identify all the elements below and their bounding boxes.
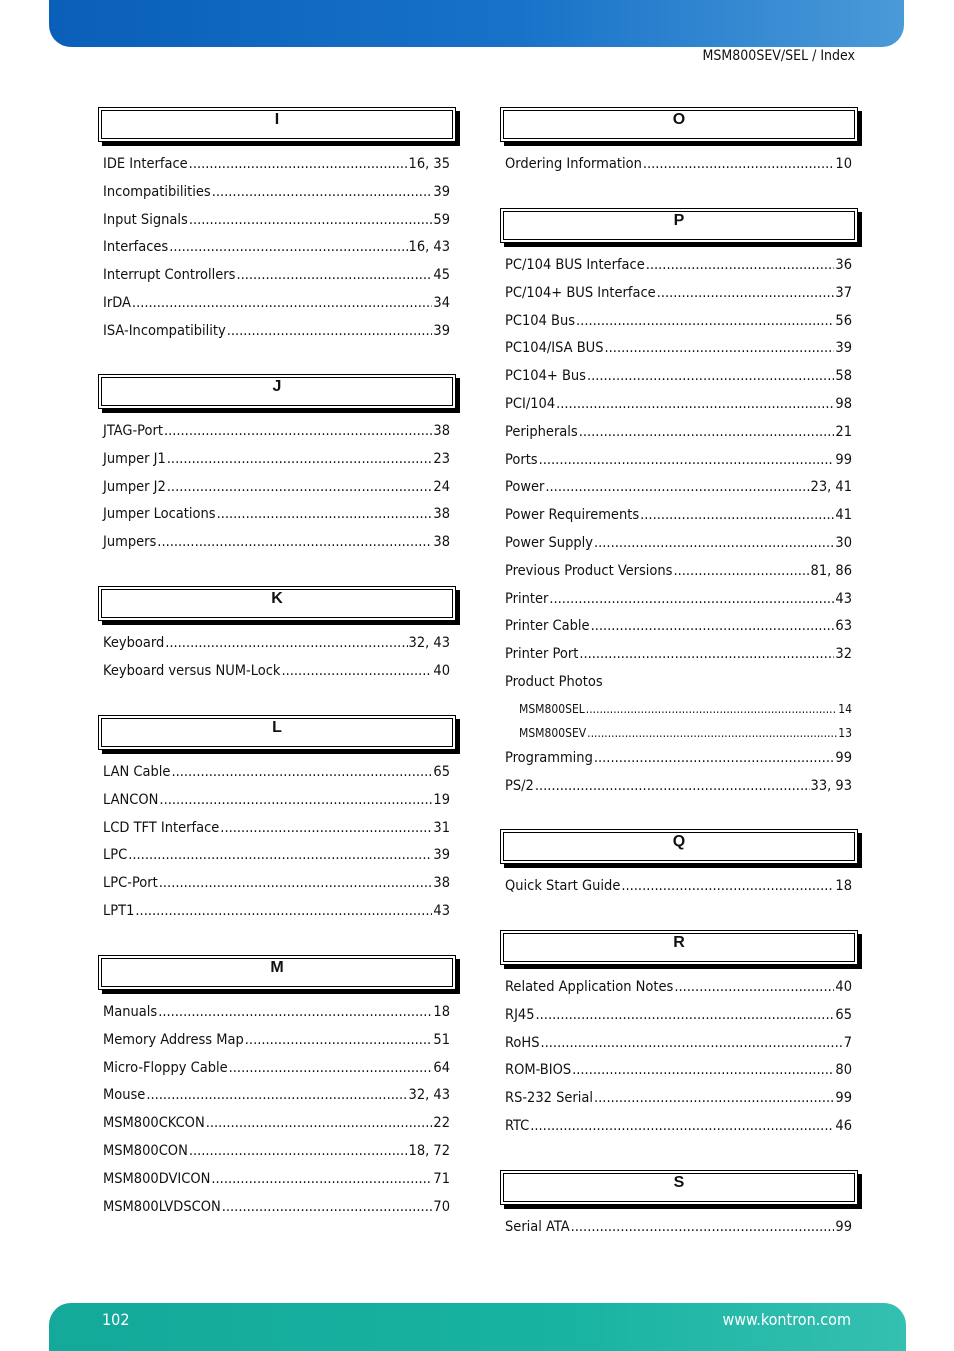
index-entry — [98, 451, 456, 479]
entry-pages: 21 — [835, 423, 852, 440]
dot-leader — [220, 820, 432, 836]
dot-leader — [579, 646, 834, 662]
entry-pages: 31 — [433, 819, 450, 836]
dot-leader — [545, 479, 809, 495]
entry-term: Input Signals — [103, 211, 188, 228]
dot-leader — [169, 239, 407, 255]
index-entry — [500, 563, 858, 591]
dot-leader — [245, 1032, 433, 1048]
entry-pages: 70 — [433, 1198, 450, 1215]
entry-term: MSM800CKCON — [103, 1115, 205, 1132]
entry-term: LPC-Port — [103, 875, 158, 892]
entry-pages: 18 — [433, 1004, 450, 1020]
index-section-o — [500, 106, 858, 184]
entry-term: PC104 Bus — [505, 312, 576, 329]
entry-term: MSM800SEV — [519, 725, 587, 740]
index-entry — [98, 212, 456, 240]
index-entry — [98, 295, 456, 323]
entry-term: Printer Port — [505, 646, 579, 663]
entry-term: PC/104 BUS Interface — [505, 257, 645, 273]
index-entry — [98, 534, 456, 562]
index-entry — [500, 750, 858, 778]
section-letter-box — [98, 715, 456, 750]
index-entry — [98, 635, 456, 663]
section-letter: M — [270, 959, 284, 976]
dot-leader — [227, 323, 433, 339]
index-entry-heading — [500, 674, 858, 702]
index-entry — [500, 368, 858, 396]
section-letter: J — [272, 378, 282, 395]
dot-leader — [556, 396, 834, 412]
dot-leader — [594, 750, 835, 766]
entry-pages: 7 — [843, 1034, 852, 1051]
index-section-q — [500, 828, 858, 906]
dot-leader — [212, 184, 433, 200]
entry-pages: 37 — [835, 284, 852, 301]
dot-leader — [594, 535, 834, 551]
header-bar — [49, 0, 904, 47]
entry-term: Previous Product Versions — [505, 562, 673, 579]
dot-leader — [211, 1171, 432, 1187]
entry-pages: 65 — [835, 1006, 852, 1023]
index-subentry — [500, 702, 858, 726]
section-letter: P — [673, 212, 685, 229]
section-letter-box — [500, 208, 858, 243]
dot-leader — [206, 1115, 433, 1131]
index-entry — [98, 1032, 456, 1060]
entry-pages: 13 — [838, 725, 852, 740]
dot-leader — [189, 156, 408, 172]
entry-term: Keyboard versus NUM-Lock — [103, 662, 281, 679]
entry-term: ISA-Incompatibility — [103, 322, 226, 339]
entry-list — [500, 979, 858, 1146]
dot-leader — [164, 423, 432, 439]
entry-term: LAN Cable — [103, 764, 171, 780]
dot-leader — [571, 1219, 835, 1235]
entry-pages: 18, 72 — [408, 1142, 450, 1159]
index-entry — [98, 239, 456, 267]
dot-leader — [159, 792, 432, 808]
dot-leader — [189, 212, 433, 228]
section-letter-box — [98, 374, 456, 409]
index-section-s — [500, 1169, 858, 1247]
dot-leader — [576, 313, 834, 329]
index-entry — [500, 591, 858, 619]
section-letter-box — [500, 1170, 858, 1205]
section-letter: S — [673, 1174, 685, 1191]
dot-leader — [579, 424, 835, 440]
index-entry — [98, 506, 456, 534]
index-entry — [98, 1115, 456, 1143]
dot-leader — [217, 506, 433, 522]
index-entry — [98, 820, 456, 848]
entry-term: Memory Address Map — [103, 1031, 244, 1048]
dot-leader — [591, 618, 835, 634]
entry-list — [98, 423, 456, 562]
entry-term: Incompatibilities — [103, 183, 211, 200]
dot-leader — [159, 875, 433, 891]
entry-term: MSM800DVICON — [103, 1170, 211, 1187]
entry-term: Programming — [505, 749, 593, 766]
dot-leader — [171, 764, 432, 780]
entry-pages: 32, 43 — [408, 635, 450, 651]
dot-leader — [146, 1087, 407, 1103]
entry-list — [98, 635, 456, 691]
entry-list — [98, 1004, 456, 1226]
index-entry — [500, 535, 858, 563]
entry-pages: 71 — [433, 1170, 450, 1187]
entry-term: Jumper J1 — [103, 450, 166, 467]
entry-term: IDE Interface — [103, 156, 188, 172]
index-entry — [98, 764, 456, 792]
index-entry — [500, 479, 858, 507]
index-entry — [500, 340, 858, 368]
index-entry — [500, 1007, 858, 1035]
dot-leader — [587, 368, 834, 384]
index-entry — [98, 1087, 456, 1115]
entry-pages: 38 — [433, 875, 450, 892]
entry-pages: 40 — [835, 979, 852, 995]
dot-leader — [157, 534, 432, 550]
entry-term: Power Supply — [505, 534, 593, 551]
entry-pages: 65 — [433, 764, 450, 780]
entry-list — [500, 156, 858, 184]
entry-pages: 63 — [835, 618, 852, 635]
entry-term: MSM800LVDSCON — [103, 1198, 221, 1215]
entry-term: Printer — [505, 590, 549, 607]
entry-pages: 46 — [835, 1117, 852, 1134]
entry-term: LPT1 — [103, 902, 135, 919]
entry-term: Peripherals — [505, 423, 578, 440]
section-letter-box — [98, 107, 456, 142]
index-entry — [500, 878, 858, 906]
index-entry — [98, 1143, 456, 1171]
index-entry — [500, 618, 858, 646]
running-header: MSM800SEV/SEL / Index — [702, 48, 855, 64]
index-entry — [500, 156, 858, 184]
entry-pages: 36 — [835, 257, 852, 273]
index-entry — [500, 1219, 858, 1247]
index-entry — [98, 875, 456, 903]
dot-leader — [646, 257, 835, 273]
entry-term: PCI/104 — [505, 395, 556, 412]
index-entry — [98, 479, 456, 507]
entry-pages: 39 — [433, 183, 450, 200]
entry-pages: 80 — [835, 1062, 852, 1079]
index-entry — [98, 267, 456, 295]
entry-term: Serial ATA — [505, 1219, 570, 1235]
entry-pages: 32 — [835, 646, 852, 663]
index-entry — [98, 903, 456, 931]
entry-term: RoHS — [505, 1034, 540, 1051]
entry-term: Jumpers — [103, 534, 157, 551]
index-entry — [500, 257, 858, 285]
entry-term: Ordering Information — [505, 156, 642, 172]
entry-term: RJ45 — [505, 1006, 535, 1023]
entry-term: Printer Cable — [505, 618, 590, 635]
dot-leader — [594, 1090, 834, 1106]
index-entry — [98, 184, 456, 212]
entry-pages: 23, 41 — [810, 479, 852, 496]
entry-term: Jumper Locations — [103, 506, 216, 523]
entry-pages: 99 — [835, 749, 852, 766]
entry-pages: 39 — [433, 322, 450, 339]
index-entry — [98, 847, 456, 875]
entry-term: MSM800CON — [103, 1142, 188, 1159]
entry-term: RS-232 Serial — [505, 1090, 594, 1107]
entry-term: MSM800SEL — [519, 701, 585, 716]
section-letter-box — [500, 930, 858, 965]
index-entry — [500, 979, 858, 1007]
dot-leader — [587, 726, 837, 740]
entry-pages: 58 — [835, 368, 852, 385]
entry-pages: 81, 86 — [810, 562, 852, 579]
entry-list — [500, 257, 858, 805]
entry-pages: 18 — [835, 878, 852, 894]
page-number: 102 — [102, 1310, 130, 1329]
entry-term: Keyboard — [103, 635, 165, 651]
entry-pages: 56 — [835, 312, 852, 329]
dot-leader — [657, 285, 835, 301]
entry-term: PC104/ISA BUS — [505, 340, 604, 357]
entry-term: Interrupt Controllers — [103, 267, 236, 284]
dot-leader — [572, 1062, 834, 1078]
index-section-p — [500, 207, 858, 805]
entry-pages: 40 — [433, 662, 450, 679]
index-entry — [500, 1035, 858, 1063]
entry-term: Mouse — [103, 1087, 146, 1104]
index-section-m — [98, 954, 456, 1226]
index-section-l — [98, 714, 456, 931]
entry-term: JTAG-Port — [103, 423, 163, 439]
section-letter: R — [673, 934, 685, 951]
entry-pages: 24 — [433, 478, 450, 495]
index-entry — [98, 1004, 456, 1032]
entry-pages: 38 — [433, 423, 450, 439]
footer-bar — [49, 1303, 906, 1351]
entry-term: PC/104+ BUS Interface — [505, 284, 656, 301]
index-entry — [98, 156, 456, 184]
entry-term: PS/2 — [505, 777, 534, 794]
dot-leader — [281, 663, 432, 679]
entry-pages: 43 — [433, 902, 450, 919]
entry-pages: 23 — [433, 450, 450, 467]
index-entry — [500, 646, 858, 674]
entry-pages: 16, 35 — [408, 156, 450, 172]
entry-pages: 98 — [835, 395, 852, 412]
dot-leader — [132, 295, 432, 311]
entry-pages: 51 — [433, 1031, 450, 1048]
index-entry — [98, 423, 456, 451]
entry-pages: 99 — [835, 1090, 852, 1107]
section-letter-box — [500, 829, 858, 864]
dot-leader — [222, 1199, 433, 1215]
index-section-j — [98, 373, 456, 562]
index-entry — [500, 396, 858, 424]
entry-pages: 59 — [433, 211, 450, 228]
section-letter: L — [272, 719, 282, 736]
index-entry — [98, 792, 456, 820]
entry-term: Quick Start Guide — [505, 878, 621, 894]
entry-pages: 43 — [835, 590, 852, 607]
entry-term: PC104+ Bus — [505, 368, 586, 385]
entry-pages: 16, 43 — [408, 239, 450, 256]
index-entry — [500, 452, 858, 480]
index-section-i — [98, 106, 456, 351]
dot-leader — [539, 452, 835, 468]
dot-leader — [536, 1007, 835, 1023]
dot-leader — [621, 878, 834, 894]
dot-leader — [530, 1118, 834, 1134]
entry-term: Related Application Notes — [505, 979, 674, 995]
entry-pages: 22 — [433, 1115, 450, 1132]
section-letter: Q — [672, 833, 686, 850]
dot-leader — [158, 1004, 432, 1020]
dot-leader — [189, 1143, 408, 1159]
index-subentry — [500, 726, 858, 750]
entry-pages: 39 — [433, 847, 450, 864]
section-letter-box — [98, 955, 456, 990]
entry-term: ROM-BIOS — [505, 1062, 572, 1079]
index-entry — [500, 285, 858, 313]
entry-term: Jumper J2 — [103, 478, 166, 495]
index-entry — [500, 1090, 858, 1118]
entry-pages: 38 — [433, 534, 450, 551]
entry-term: Ports — [505, 451, 538, 468]
dot-leader — [236, 267, 432, 283]
index-entry — [500, 313, 858, 341]
index-entry — [500, 1062, 858, 1090]
entry-term: LANCON — [103, 791, 159, 808]
entry-pages: 30 — [835, 534, 852, 551]
dot-leader — [535, 778, 810, 794]
dot-leader — [167, 451, 433, 467]
website-link[interactable]: www.kontron.com — [722, 1310, 851, 1329]
entry-pages: 99 — [835, 1219, 852, 1235]
dot-leader — [229, 1060, 433, 1076]
dot-leader — [167, 479, 433, 495]
entry-term: Micro-Floppy Cable — [103, 1059, 228, 1076]
entry-term: Product Photos — [505, 673, 603, 690]
index-entry — [500, 1118, 858, 1146]
entry-term: Power Requirements — [505, 507, 640, 524]
dot-leader — [165, 635, 407, 651]
entry-pages: 45 — [433, 267, 450, 284]
index-section-r — [500, 929, 858, 1146]
entry-pages: 19 — [433, 791, 450, 808]
entry-pages: 14 — [838, 701, 852, 716]
index-entry — [500, 778, 858, 806]
entry-term: LCD TFT Interface — [103, 819, 220, 836]
dot-leader — [135, 903, 432, 919]
entry-list — [98, 764, 456, 931]
entry-pages: 34 — [433, 294, 450, 311]
index-entry — [98, 1171, 456, 1199]
dot-leader — [643, 156, 835, 172]
index-entry — [98, 663, 456, 691]
entry-pages: 41 — [835, 507, 852, 524]
section-letter: K — [271, 590, 283, 607]
index-entry — [98, 1060, 456, 1088]
dot-leader — [586, 702, 837, 716]
index-entry — [500, 424, 858, 452]
dot-leader — [640, 507, 834, 523]
dot-leader — [128, 847, 432, 863]
index-entry — [98, 323, 456, 351]
section-letter-box — [98, 586, 456, 621]
index-section-k — [98, 585, 456, 691]
section-letter-box — [500, 107, 858, 142]
entry-term: LPC — [103, 847, 128, 864]
index-entry — [98, 1199, 456, 1227]
entry-list — [500, 878, 858, 906]
index-entry — [500, 507, 858, 535]
dot-leader — [673, 563, 809, 579]
entry-pages: 10 — [835, 156, 852, 172]
dot-leader — [541, 1035, 843, 1051]
dot-leader — [605, 340, 835, 356]
entry-term: Interfaces — [103, 239, 169, 256]
entry-term: Power — [505, 479, 545, 496]
entry-list — [500, 1219, 858, 1247]
entry-list — [98, 156, 456, 351]
entry-pages: 32, 43 — [408, 1087, 450, 1104]
entry-pages: 99 — [835, 451, 852, 468]
section-letter: I — [274, 111, 280, 128]
dot-leader — [674, 979, 834, 995]
entry-pages: 64 — [433, 1059, 450, 1076]
entry-term: Manuals — [103, 1004, 158, 1020]
entry-term: IrDA — [103, 294, 131, 311]
entry-pages: 38 — [433, 506, 450, 523]
entry-pages: 33, 93 — [810, 777, 852, 794]
dot-leader — [549, 591, 834, 607]
section-letter: O — [672, 111, 686, 128]
entry-pages: 39 — [835, 340, 852, 357]
entry-term: RTC — [505, 1117, 530, 1134]
